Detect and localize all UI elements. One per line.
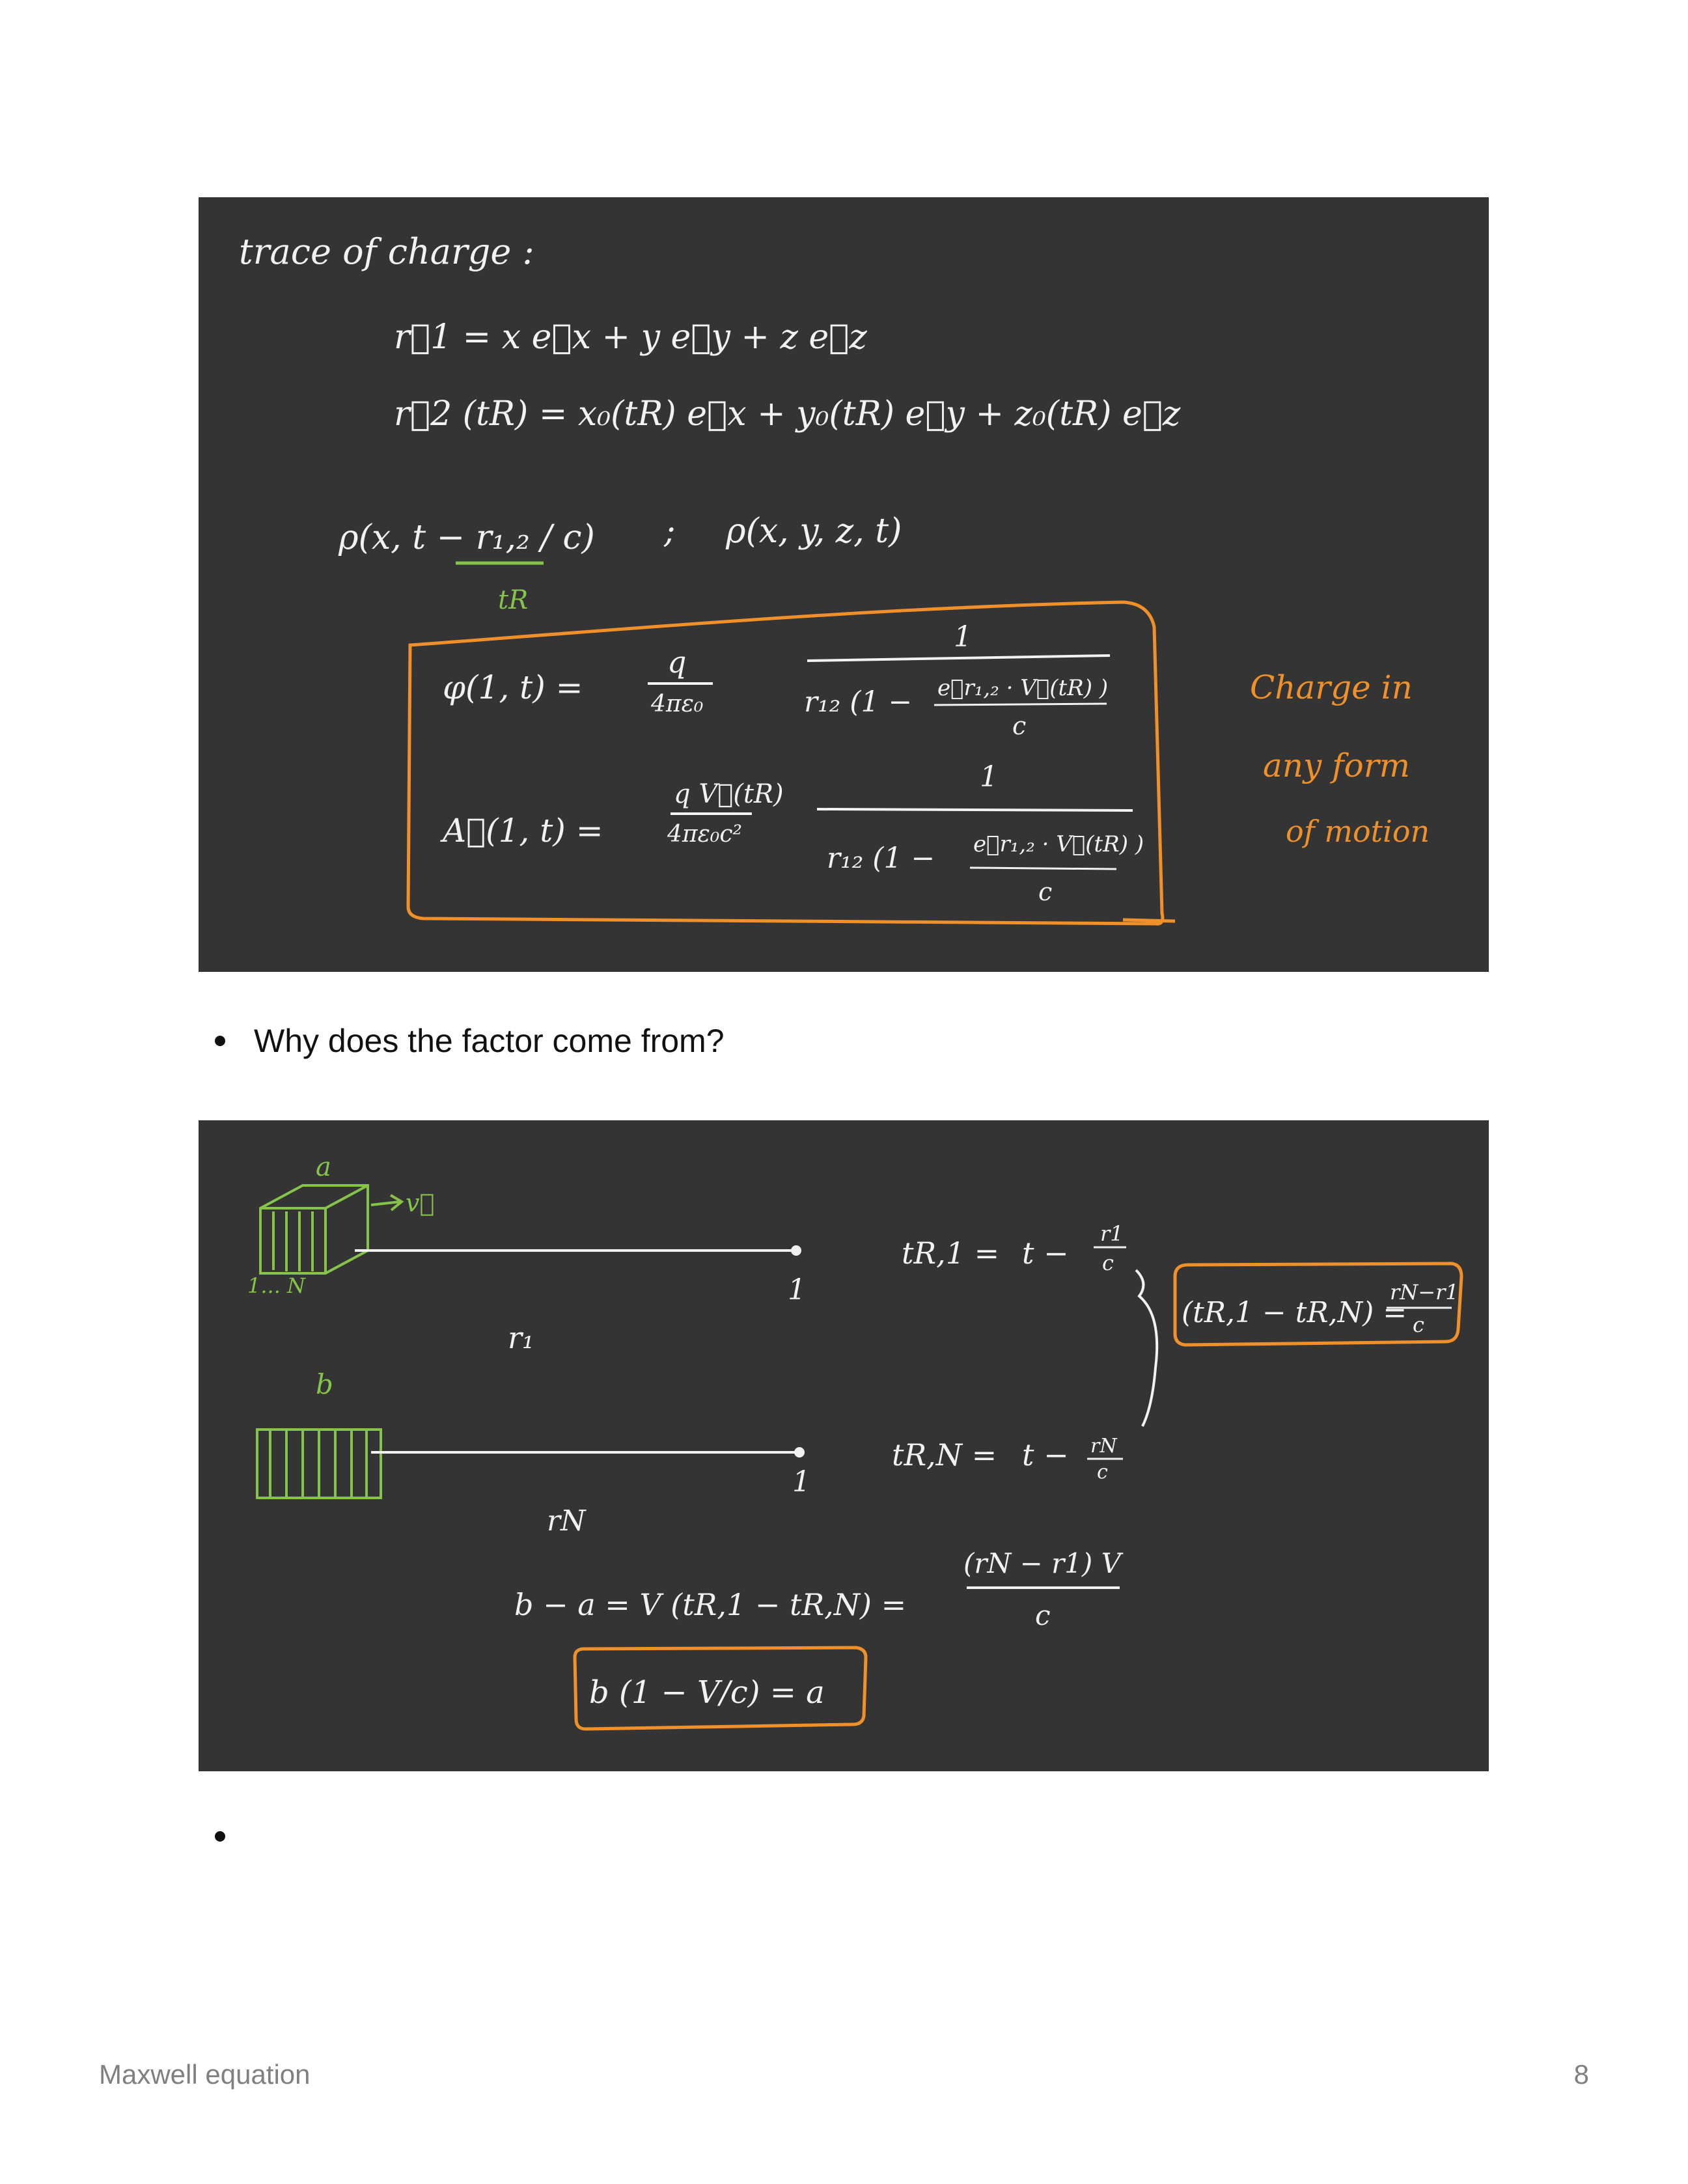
label-r1: r₁ xyxy=(508,1320,534,1355)
ba-equation: b − a = V (tR,1 − tR,N) = xyxy=(514,1587,907,1622)
label-rN: rN xyxy=(547,1504,586,1538)
heading-trace-of-charge: trace of charge : xyxy=(239,231,534,272)
r1-equation: r⃗1 = x e⃗x + y e⃗y + z e⃗z xyxy=(394,318,867,357)
diff-den: c xyxy=(1413,1312,1424,1337)
blackboard-retarded-potentials xyxy=(199,197,1489,972)
blackboard-factor-derivation xyxy=(199,1120,1489,1771)
bullet-item-empty xyxy=(215,1831,254,1842)
bullet-dot xyxy=(215,1036,225,1046)
phi-lhs: φ(1, t) = xyxy=(443,669,583,706)
a-lhs: A⃗(1, t) = xyxy=(443,812,603,850)
moving-charge-block-a xyxy=(260,1185,402,1273)
phi-frac-bar xyxy=(807,656,1110,661)
note-of-motion: of motion xyxy=(1286,814,1430,849)
brace xyxy=(1136,1270,1157,1426)
note-any-form: any form xyxy=(1263,747,1411,784)
a-frac-bar xyxy=(817,809,1133,810)
a-frac-num: 1 xyxy=(980,760,998,794)
formula-box xyxy=(408,602,1163,924)
phi-inner-bar xyxy=(934,704,1107,705)
tr-label: tR xyxy=(498,585,529,615)
tr1-rhs: t − xyxy=(1022,1236,1069,1271)
point1-bottom-label: 1 xyxy=(792,1465,810,1499)
a-frac-den-b: e⃗r₁,₂ · V⃗(tR) ) xyxy=(973,831,1144,857)
footer-title: Maxwell equation xyxy=(99,2059,311,2090)
phi-coef-den: 4πε₀ xyxy=(651,691,704,717)
label-1-to-n: 1... N xyxy=(247,1273,306,1298)
rho-plain: ρ(x, y, z, t) xyxy=(726,512,902,551)
trN-den: c xyxy=(1097,1461,1108,1484)
phi-frac-num: 1 xyxy=(954,620,972,654)
separator: ; xyxy=(664,512,676,551)
label-v: v⃗ xyxy=(406,1189,435,1217)
a-frac-den-a: r₁₂ (1 − xyxy=(827,842,935,875)
a-frac-den-c: c xyxy=(1038,878,1053,906)
a-coef-den: 4πε₀c² xyxy=(667,821,742,848)
trN-num: rN xyxy=(1090,1435,1117,1458)
trN-lhs: tR,N = xyxy=(892,1437,997,1472)
a-inner-bar xyxy=(970,868,1116,869)
phi-frac-den-a: r₁₂ (1 − xyxy=(804,685,913,719)
label-a: a xyxy=(316,1152,331,1182)
phi-frac-den-c: c xyxy=(1012,712,1027,740)
trN-rhs: t − xyxy=(1022,1437,1069,1472)
ba-den: c xyxy=(1035,1599,1051,1631)
phi-coef-num: q xyxy=(667,644,687,680)
bullet-dot xyxy=(215,1831,225,1842)
point1-top-label: 1 xyxy=(788,1273,806,1306)
rho-retarded: ρ(x, t − r₁,₂ / c) xyxy=(339,518,595,557)
moving-charge-block-b xyxy=(257,1430,381,1498)
point-1-bottom xyxy=(794,1447,805,1458)
a-coef-num: q V⃗(tR) xyxy=(674,779,784,809)
board1-drawing xyxy=(199,197,1489,972)
diff-lhs: (tR,1 − tR,N) = xyxy=(1182,1296,1407,1329)
tr1-lhs: tR,1 = xyxy=(902,1236,1000,1271)
point-1-top xyxy=(791,1245,801,1256)
bullet-text: Why does the factor come from? xyxy=(254,1023,725,1059)
tr1-den: c xyxy=(1102,1251,1114,1275)
note-charge-in: Charge in xyxy=(1250,669,1413,706)
r2-equation: r⃗2 (tR) = x₀(tR) e⃗x + y₀(tR) e⃗y + z₀(tR) e⃗z xyxy=(394,394,1181,434)
diff-num: rN−r1 xyxy=(1390,1280,1459,1305)
formula-box-tail xyxy=(1123,920,1175,921)
result-equation: b (1 − V/c) = a xyxy=(589,1674,825,1711)
board2-drawing xyxy=(199,1120,1489,1771)
page-number: 8 xyxy=(1573,2059,1589,2090)
ba-num: (rN − r1) V xyxy=(963,1547,1121,1579)
label-b: b xyxy=(316,1368,333,1400)
tr1-num: r1 xyxy=(1100,1221,1124,1246)
phi-frac-den-b: e⃗r₁,₂ · V⃗(tR) ) xyxy=(937,675,1109,701)
bullet-item-question xyxy=(215,1022,725,1060)
